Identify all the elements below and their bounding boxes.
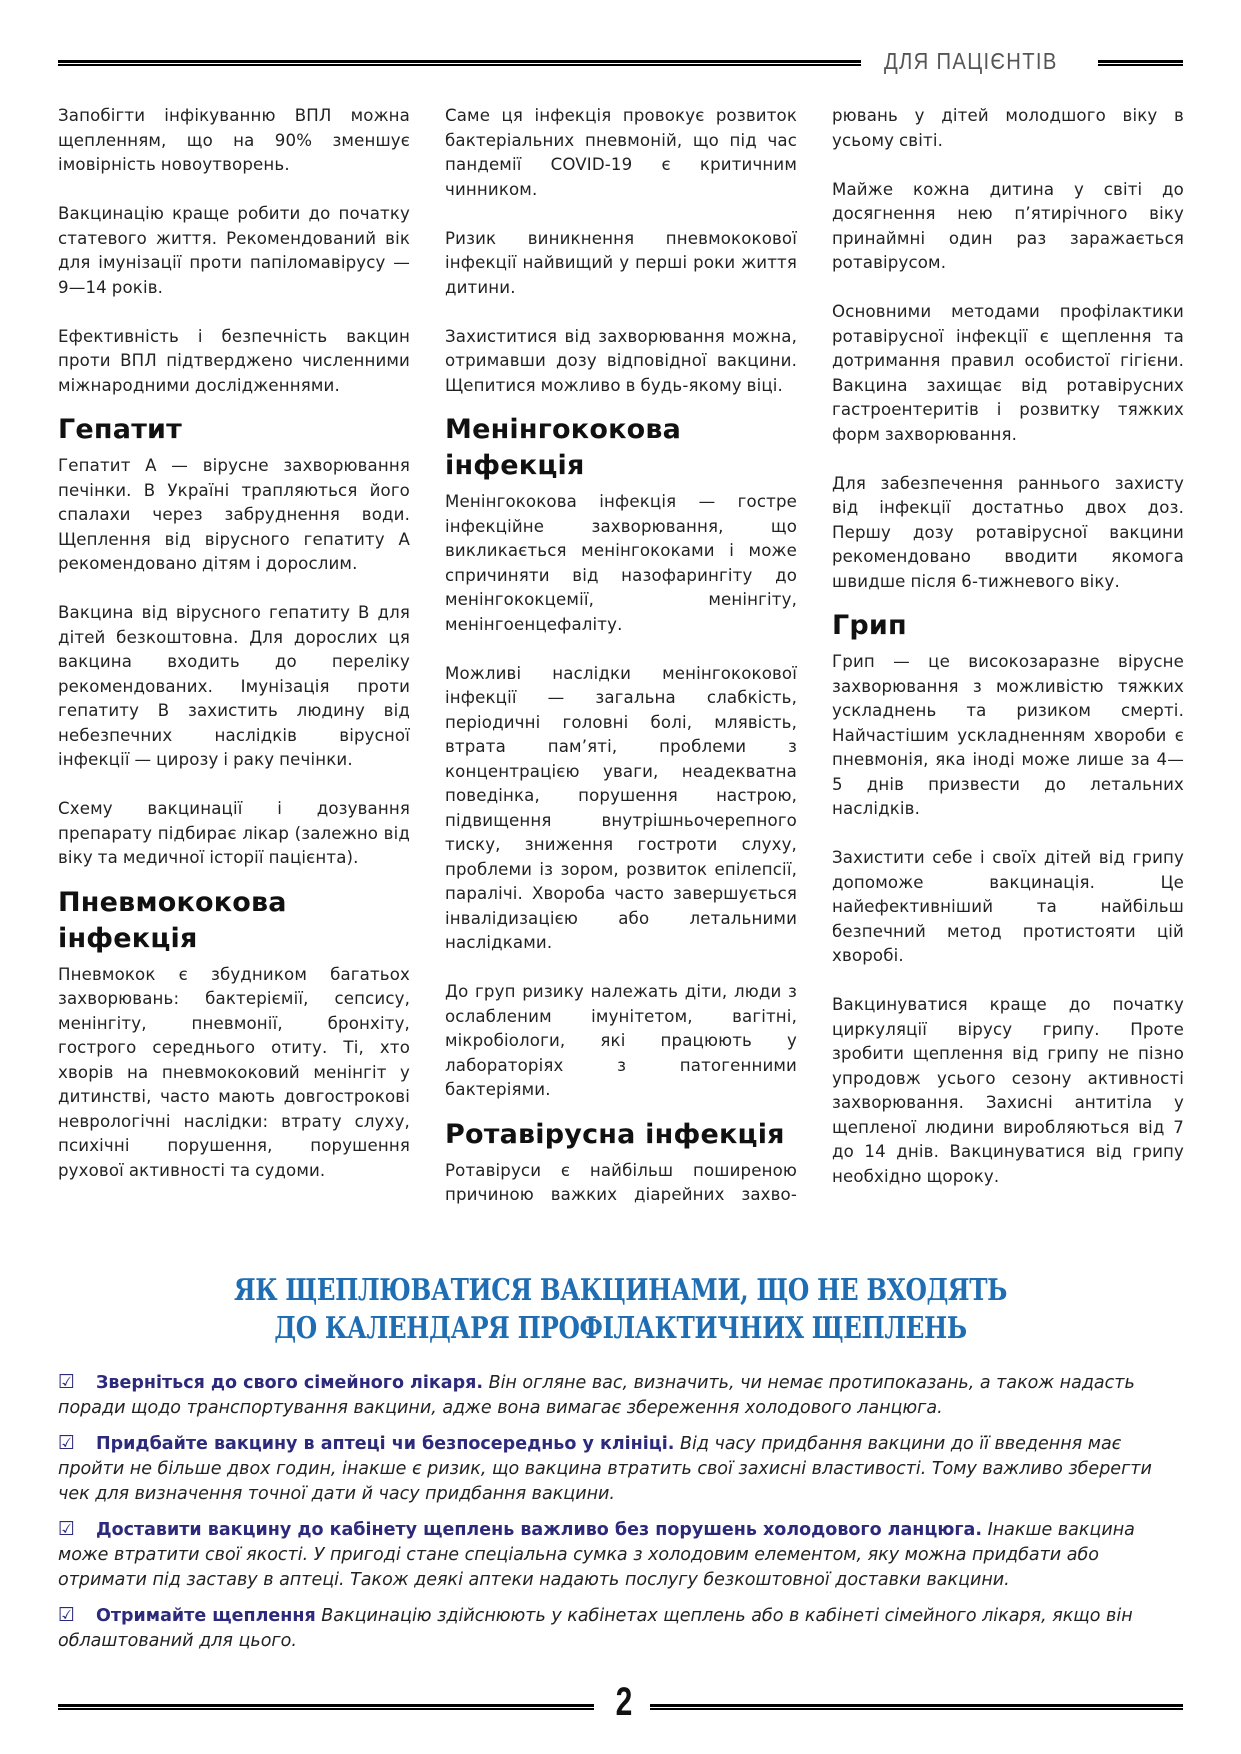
column-2 (445, 104, 797, 1232)
paragraph: Грип — це високозаразне вірусне захворювання з можливістю тяжких ускладнень та ризиком смерті. Найчастішим ускладненням хвороби є пневмонія, яка іноді може лише за 4—5 днів призвести до летальних наслідків. (832, 652, 1184, 818)
paragraph: Менінгококова інфекція — гостре інфекційне захворювання, що викликається менінгококами і може спричиняти від назофарингіту до менінгококцемії, менінгіту, менінгоенцефаліту. (445, 492, 797, 634)
paragraph: Запобігти інфікуванню ВПЛ можна щепленням, що на 90% зменшує імовірність новоутворень. (58, 106, 410, 174)
checkbox-checked-icon: ☑ (58, 1432, 76, 1454)
paragraph: рювань у дітей молодшого віку в усьому світі. (832, 106, 1184, 150)
heading-flu: Грип (832, 610, 907, 641)
heading-hepatitis: Гепатит (58, 414, 183, 445)
paragraph: Вакцинуватися краще до початку циркуляції вірусу грипу. Проте зробити щеплення від грипу не пізно упродовж усього сезону активності захворювання. Захисні антитіла у щепленої людини виробляються від 7 до 14 днів. Вакцинуватися від грипу необхідно щороку. (832, 995, 1184, 1186)
paragraph: Ефективність і безпечність вакцин проти ВПЛ підтверджено численними міжнародними дослідженнями. (58, 326, 410, 395)
footer-rule-right (650, 1704, 1183, 1710)
step-lead: Зверніться до свого сімейного лікаря. (96, 1373, 483, 1393)
page-footer (58, 1680, 1183, 1738)
footer-rule-left (58, 1704, 594, 1710)
checkbox-checked-icon: ☑ (58, 1371, 76, 1393)
paragraph: Ротавіруси є найбільш поширеною причиною важких діарейних захво- (445, 1160, 797, 1204)
paragraph: Гепатит А — вірусне захворювання печінки. В Україні трапляються його спалахи через забруднення води. Щеплення від вірусного гепатиту А рекомендовано дітям і дорослим. (58, 456, 410, 573)
paragraph: Основними методами профілактики ротавірусної інфекції є щеплення та дотримання правил особистої гігієни. Вакцина захищає від ротавірусних гастроентеритів і розвитку тяжких форм захворювання. (832, 302, 1184, 444)
paragraph: Саме ця інфекція провокує розвиток бактеріальних пневмоній, що під час пандемії COVID-19 є критичним чинником. (445, 106, 797, 199)
checkbox-checked-icon: ☑ (58, 1518, 76, 1540)
header-rule-left (58, 60, 861, 66)
step-description: Вакцинацію здійснюють у кабінетах щеплень або в кабінеті сімейного лікаря, якщо він облаштований для цього. (58, 1606, 1133, 1651)
paragraph: Ризик виникнення пневмококової інфекції найвищий у перші роки життя дитини. (445, 228, 797, 297)
checkbox-checked-icon: ☑ (58, 1604, 76, 1626)
heading-rotavirus: Ротавірусна інфекція (445, 1118, 785, 1150)
column-1 (58, 104, 410, 1208)
paragraph: Майже кожна дитина у світі до досягнення нею п’ятирічного віку принаймні один раз заражається ротавірусом. (832, 179, 1184, 272)
paragraph: Захиститися від захворювання можна, отримавши дозу відповідної вакцини. Щепитися можливо в будь-якому віці. (445, 326, 797, 395)
step-lead: Придбайте вакцину в аптеці чи безпосередньо у клініці. (96, 1434, 675, 1454)
step-description: Він огляне вас, визначить, чи немає протипоказань, а також надасть поради щодо транспортування вакцини, адже вона вимагає збереження холодового ланцюга. (58, 1373, 1135, 1418)
step-item (58, 1370, 1183, 1421)
paragraph: Вакцина від вірусного гепатиту В для дітей безкоштовна. Для дорослих ця вакцина входить до переліку рекомендованих. Імунізація проти гепатиту В захистить людину від небезпечних наслідків вірусної інфекції — цирозу і раку печінки. (58, 603, 410, 769)
step-item (58, 1603, 1183, 1654)
paragraph: Вакцинацію краще робити до початку статевого життя. Рекомендований вік для імунізації проти папіломавірусу — 9—14 років. (58, 204, 410, 297)
paragraph: До груп ризику належать діти, люди з ослабленим імунітетом, вагітні, мікробіологи, які працюють у лабораторіях з патогенними бактеріями. (445, 982, 797, 1099)
page-number: 2 (615, 1680, 633, 1724)
callout-title (0, 1272, 1241, 1348)
heading-meningococcal: Менінгококова інфекція (445, 414, 682, 481)
step-lead: Отримайте щеплення (96, 1606, 316, 1626)
header-rule-right (1098, 60, 1183, 66)
callout-title-line-1: ЯК ЩЕПЛЮВАТИСЯ ВАКЦИНАМИ, ЩО НЕ ВХОДЯТЬ (233, 1273, 1008, 1308)
paragraph: Схему вакцинації і дозування препарату підбирає лікар (залежно від віку та медичної історії пацієнта). (58, 799, 410, 867)
page-header (58, 48, 1183, 72)
step-description: Від часу придбання вакцини до її введення має пройти не більше двох годин, інакше є ризик, що вакцина втратить свої захисні властивості. Тому важливо зберегти чек для визначення точної дати й часу придбання вакцини. (58, 1434, 1152, 1504)
callout-title-line-2: ДО КАЛЕНДАРЯ ПРОФІЛАКТИЧНИХ ЩЕПЛЕНЬ (274, 1311, 967, 1346)
vaccination-steps (58, 1370, 1183, 1664)
step-item (58, 1431, 1183, 1507)
heading-pneumococcal: Пневмококова інфекція (58, 886, 287, 954)
step-item (58, 1517, 1183, 1593)
paragraph: Пневмокок є збудником багатьох захворювань: бактеріємії, сепсису, менінгіту, пневмонії, бронхіту, гострого середнього отиту. Ті, хто хворів на пневмококовий менінгіт у дитинстві, часто мають довгострокові неврологічні наслідки: втрату слуху, психічні порушення, порушення рухової активності та судоми. (58, 964, 410, 1180)
section-label: ДЛЯ ПАЦІЄНТІВ (884, 48, 1058, 74)
column-3 (832, 104, 1184, 1214)
step-lead: Доставити вакцину до кабінету щеплень важливо без порушень холодового ланцюга. (96, 1520, 982, 1540)
paragraph: Захистити себе і своїх дітей від грипу допоможе вакцинація. Це найефективніший та найбільш безпечний метод протистояти цій хворобі. (832, 848, 1184, 965)
article-columns (58, 104, 1188, 1224)
step-description: Інакше вакцина може втратити свої якості. У пригоді стане спеціальна сумка з холодовим елементом, яку можна придбати або отримати під заставу в аптеці. Також деякі аптеки надають послугу безкоштовної доставки вакцини. (58, 1520, 1135, 1590)
paragraph: Для забезпечення раннього захисту від інфекції достатньо двох доз. Першу дозу ротавірусної вакцини рекомендовано вводити якомога швидше після 6-тижневого віку. (832, 473, 1184, 591)
paragraph: Можливі наслідки менінгококової інфекції — загальна слабкість, періодичні головні болі, млявість, втрата пам’яті, проблеми з концентрацією уваги, неадекватна поведінка, порушення настрою, підвищення внутрішньочерепного тиску, зниження гостроти слуху, проблеми із зором, розвиток епілепсії, паралічі. Хвороба часто завершується інвалідизацією або летальними наслідками. (445, 663, 797, 952)
